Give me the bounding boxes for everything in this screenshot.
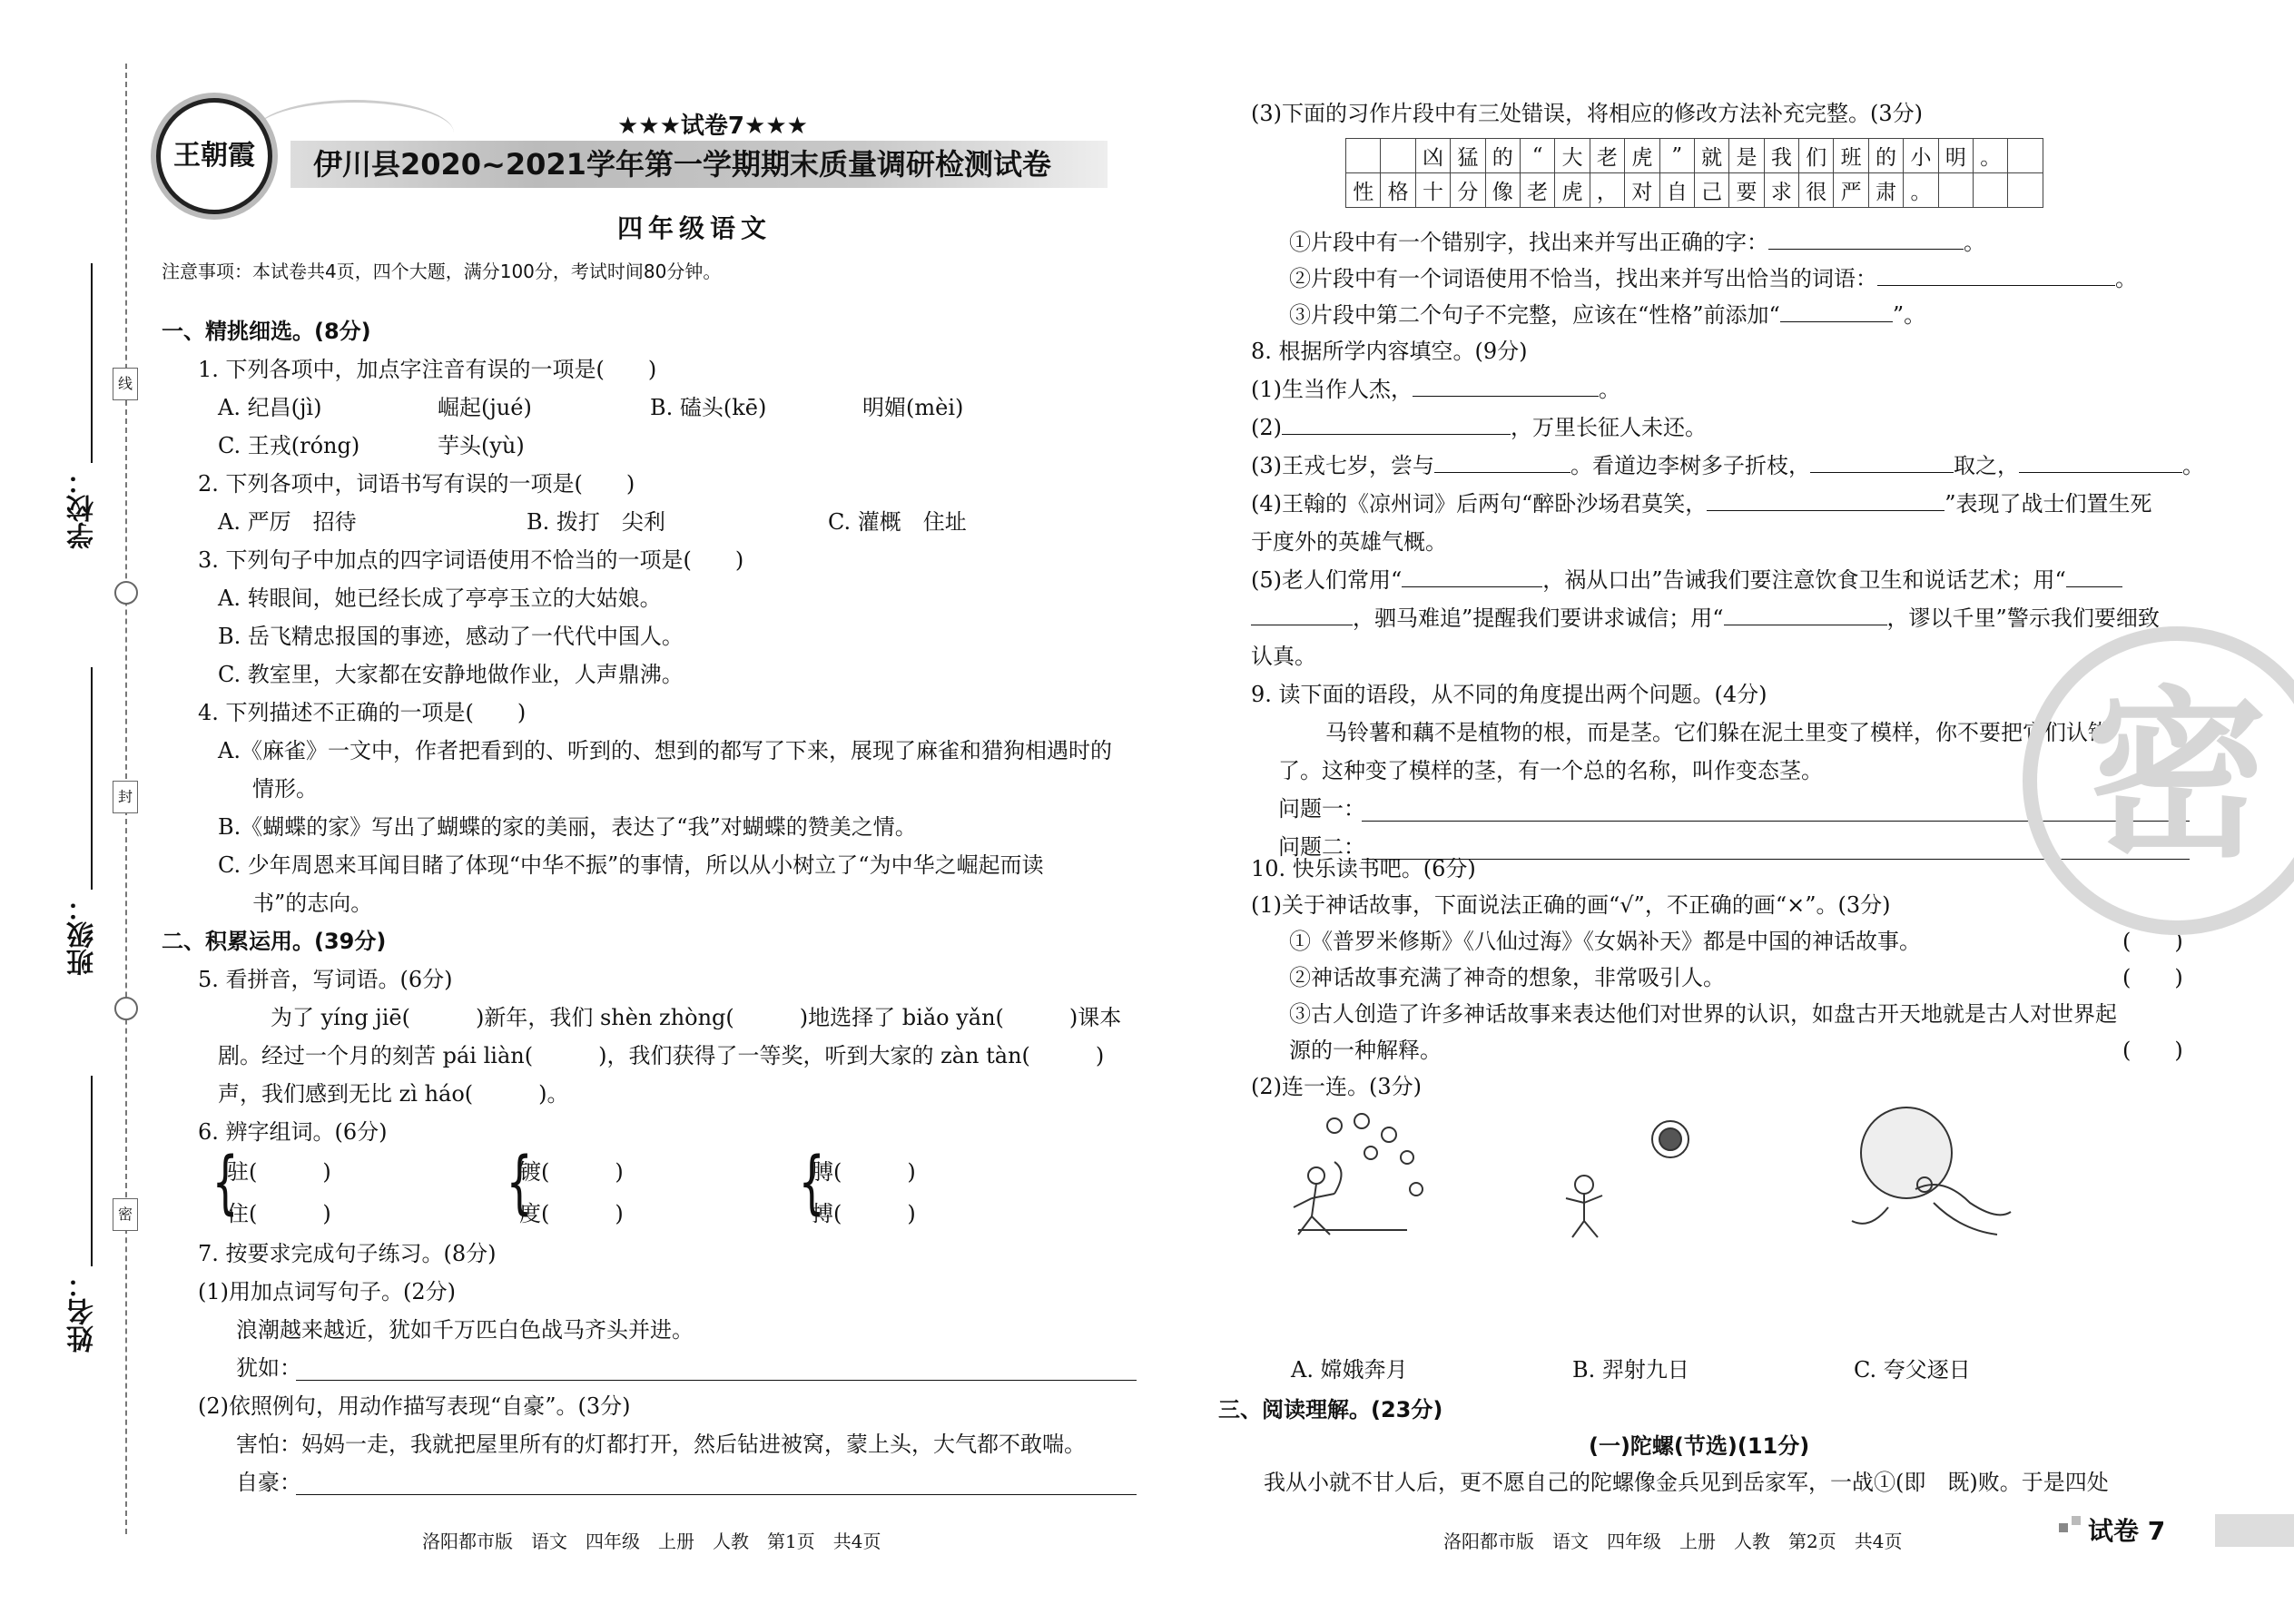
q2-option-a[interactable]: A. 严厉 招待 [218,509,357,535]
q8-2-blank[interactable] [1282,414,1511,435]
grid-cell: 班 [1834,139,1868,173]
grid-cell: 。 [1904,173,1938,208]
q2-option-b[interactable]: B. 拨打 尖利 [527,509,665,535]
grid-cell: 己 [1694,173,1728,208]
q8-3-blank-2[interactable] [1810,452,1954,473]
q8-5-cont: ，驷马难追”提醒我们要讲求诚信；用“ ，谬以千里”警示我们要细致 [1251,605,2160,632]
q8-1-blank[interactable] [1413,376,1599,397]
grid-cell: 们 [1799,139,1834,173]
q10-2-option-c[interactable]: C. 夸父逐日 [1854,1357,1971,1383]
exam-corner-label: 试卷 7 [2088,1516,2166,1546]
q3-stem: 3. 下列句子中加点的四字词语使用不恰当的一项是( ) [198,547,744,573]
q8-stem: 8. 根据所学内容填空。(9分) [1251,339,1528,364]
q2-stem: 2. 下列各项中，词语书写有误的一项是( ) [198,471,635,497]
change-flying-to-moon-illustration [1834,1103,2015,1248]
grid-cell: 明 [1938,139,1973,173]
q8-4-blank[interactable] [1707,490,1944,511]
passage-1-text: 我从小就不甘人后，更不愿自己的陀螺像金兵见到岳家军，一战①(即 既)败。于是四处 [1264,1470,2109,1495]
q10-1-c-cont: 源的一种解释。 [1289,1038,1442,1063]
q6-word[interactable]: 膊( ) [812,1159,916,1185]
grid-cell: 就 [1694,139,1728,173]
grid-cell: 对 [1625,173,1659,208]
q7-2-answer-line[interactable] [296,1494,1137,1495]
q10-1-b: ②神话故事充满了神奇的想象，非常吸引人。 [1289,965,1725,990]
exam-title: 伊川县2020~2021学年第一学期期末质量调研检测试卷 [313,147,1051,182]
grid-cell: 小 [1904,139,1938,173]
q3-option-a[interactable]: A. 转眼间，她已经长成了亭亭玉立的大姑娘。 [218,586,662,611]
passage-1-title: (一)陀螺(节选)(11分) [1589,1433,1810,1459]
q10-2-option-b[interactable]: B. 羿射九日 [1572,1357,1689,1383]
binding-mark-feng: 封 [113,781,138,813]
q10-1-stem: (1)关于神话故事，下面说法正确的画“√”，不正确的画“×”。(3分) [1251,892,1891,918]
grid-cell: 性 [1346,173,1381,208]
grid-cell [1974,173,2008,208]
grid-cell [1938,173,1973,208]
q3-option-c[interactable]: C. 教室里，大家都在安静地做作业，人声鼎沸。 [218,662,684,687]
grid-cell: 凶 [1415,139,1450,173]
grid-cell: ” [1659,139,1694,173]
grid-cell: 像 [1485,173,1520,208]
q10-1-c: ③古人创造了许多神话故事来表达他们对世界的认识，如盘古开天地就是古人对世界起 [1289,1001,2117,1027]
composition-grid [1345,138,2043,208]
q3-option-b[interactable]: B. 岳飞精忠报国的事迹，感动了一代代中国人。 [218,624,684,649]
q7-2-answer-label: 自豪： [236,1470,301,1495]
q8-5-blank-2[interactable] [2066,566,2122,587]
q7-1-answer-line[interactable] [296,1380,1137,1381]
grid-cell [2008,139,2043,173]
section-1-heading: 一、精挑细选。(8分) [162,319,371,344]
grid-cell: 的 [1485,139,1520,173]
school-field[interactable] [91,263,93,463]
q1-option-a[interactable]: A. 纪昌(jì) [218,395,322,420]
q7-1-answer-label: 犹如： [236,1355,301,1381]
q9-stem: 9. 读下面的语段，从不同的角度提出两个问题。(4分) [1251,682,1767,707]
grid-cell: 。 [1974,139,2008,173]
q7-3-b-blank[interactable] [1877,265,2115,286]
q10-1-a-paren[interactable]: ( ) [2122,929,2183,954]
q2-option-c[interactable]: C. 灌概 住址 [828,509,967,535]
grid-cell [1381,139,1415,173]
notice: 注意事项：本试卷共4页，四个大题，满分100分，考试时间80分钟。 [162,261,722,282]
q8-5: (5)老人们常用“ ，祸从口出”告诫我们要注意饮食卫生和说话艺术；用“ [1251,566,2122,594]
brace-icon: { [506,1141,533,1222]
grid-cell: 格 [1381,173,1415,208]
q10-stem: 10. 快乐读书吧。(6分) [1251,856,1476,881]
class-label: 班级： [67,894,99,976]
publisher-logo: 王朝霞 [156,98,272,214]
q6-word[interactable]: 搏( ) [812,1201,916,1226]
q1-option-b[interactable]: B. 磕头(kē) [650,395,767,420]
q5-line-1[interactable]: 为了 yíng jiē( )新年，我们 shèn zhòng( )地选择了 biǎo yǎn( )课本 [271,1005,1122,1030]
q7-1-stem: (1)用加点词写句子。(2分) [198,1279,456,1304]
q9-question-1-label: 问题一： [1278,796,1365,822]
q7-3-a-blank[interactable] [1768,229,1964,250]
q7-1-sentence: 浪潮越来越近，犹如千万匹白色战马齐头并进。 [236,1317,694,1343]
q7-3-a: ①片段中有一个错别字，找出来并写出正确的字： 。 [1289,230,1985,255]
grid-cell: 虎 [1625,139,1659,173]
q4-option-b[interactable]: B.《蝴蝶的家》写出了蝴蝶的家的美丽，表达了“我”对蝴蝶的赞美之情。 [218,814,917,840]
exam-number: ★★★试卷7★★★ [617,113,808,140]
q6-word[interactable]: 驻( ) [227,1159,331,1185]
q7-3-b: ②片段中有一个词语使用不恰当，找出来并写出恰当的词语： 。 [1289,266,2137,291]
q4-option-a-cont: 情形。 [252,776,318,802]
grid-cell: 的 [1868,139,1903,173]
archer-shooting-suns-illustration [1280,1107,1443,1244]
grid-cell: 很 [1799,173,1834,208]
class-field[interactable] [91,667,93,890]
binding-mark-xian: 线 [113,368,138,400]
q8-5-blank-3[interactable] [1724,605,1887,625]
binding-seal-icon [114,997,138,1020]
grid-cell: 虎 [1555,173,1590,208]
corner-bar [2215,1514,2294,1547]
grid-cell: 猛 [1451,139,1485,173]
grid-cell: 自 [1659,173,1694,208]
grid-cell: 老 [1520,173,1554,208]
q8-1: (1)生当作人杰， 。 [1251,377,1620,402]
q7-2-sentence: 害怕：妈妈一走，我就把屋里所有的灯都打开，然后钻进被窝，蒙上头，大气都不敢喘。 [236,1432,1086,1457]
q7-2-stem: (2)依照例句，用动作描写表现“自豪”。(3分) [198,1393,631,1419]
q8-4: (4)王翰的《凉州词》后两句“醉卧沙场君莫笑， ”表现了战士们置生死 [1251,491,2152,517]
grid-cell: 分 [1451,173,1485,208]
q8-3-blank-1[interactable] [1434,452,1570,473]
q10-1-b-paren[interactable]: ( ) [2122,965,2183,990]
section-3-heading: 三、阅读理解。(23分) [1218,1397,1443,1422]
footer-right: 洛阳都市版 语文 四年级 上册 人教 第2页 共4页 [1443,1530,1903,1552]
q8-2: (2) ，万里长征人未还。 [1251,415,1707,440]
q7-stem: 7. 按要求完成句子练习。(8分) [198,1241,497,1266]
q8-5-blank-1[interactable] [1402,566,1542,587]
q7-3-stem: (3)下面的习作片段中有三处错误，将相应的修改方法补充完整。(3分) [1251,101,1923,126]
grid-cell: 肃 [1868,173,1903,208]
grid-cell: 十 [1415,173,1450,208]
q10-2-stem: (2)连一连。(3分) [1251,1074,1422,1099]
name-label: 姓名： [67,1271,99,1353]
brace-icon: { [212,1141,239,1222]
corner-square-icon [2072,1516,2081,1525]
q4-option-c[interactable]: C. 少年周恩来耳闻目睹了体现“中华不振”的事情，所以从小树立了“为中华之崛起而读 [218,852,1044,878]
grid-cell: 大 [1555,139,1590,173]
q6-stem: 6. 辨字组词。(6分) [198,1119,388,1145]
q8-5-end: 认真。 [1251,644,1316,669]
grid-cell: “ [1520,139,1554,173]
q4-option-c-cont: 书”的志向。 [252,891,373,916]
q10-2-option-a[interactable]: A. 嫦娥奔月 [1291,1357,1408,1383]
q8-4-cont: 于度外的英雄气概。 [1251,529,1447,555]
q10-1-c-paren[interactable]: ( ) [2122,1038,2183,1063]
section-2-heading: 二、积累运用。(39分) [162,929,387,954]
grid-cell: 求 [1764,173,1798,208]
name-field[interactable] [91,1076,93,1266]
grid-cell: 要 [1729,173,1764,208]
q1-option-b2: 明媚(mèi) [862,395,964,420]
q8-3: (3)王戎七岁，尝与 。看道边李树多子折枝， 取之， 。 [1251,453,2204,478]
footer-left: 洛阳都市版 语文 四年级 上册 人教 第1页 共4页 [422,1530,881,1552]
q5-line-2[interactable]: 剧。经过一个月的刻苦 pái liàn( )，我们获得了一等奖，听到大家的 zàn tàn( ) [218,1043,1105,1068]
corner-square-icon [2059,1523,2068,1532]
q10-1-a: ①《普罗米修斯》《八仙过海》《女娲补天》都是中国的神话故事。 [1289,929,1921,954]
confidential-seal-watermark: 密 [2023,626,2294,935]
q4-stem: 4. 下列描述不正确的一项是( ) [198,700,527,725]
q6-word[interactable]: 镀( ) [519,1159,624,1185]
q7-3-c: ③片段中第二个句子不完整，应该在“性格”前添加“ ”。 [1289,302,1926,328]
grid-cell: 老 [1590,139,1624,173]
subject-title: 四年级语文 [617,213,773,243]
q5-stem: 5. 看拼音，写词语。(6分) [198,967,453,992]
q1-option-c[interactable]: C. 王戎(róng) [218,433,360,458]
school-label: 学校： [67,468,99,549]
q8-3-blank-3[interactable] [2019,452,2182,473]
q8-5-blank-2b[interactable] [1251,605,1353,625]
grid-cell: 我 [1764,139,1798,173]
grid-cell: ， [1590,173,1624,208]
q4-option-a[interactable]: A.《麻雀》一文中，作者把看到的、听到的、想到的都写了下来，展现了麻雀和猎狗相遇时的 [218,738,1112,763]
grid-cell [1346,139,1381,173]
q9-question-2-label: 问题二： [1278,834,1365,860]
brace-icon: { [798,1141,825,1222]
q7-3-c-blank[interactable] [1780,301,1893,322]
q9-passage-2: 了。这种变了模样的茎，有一个总的名称，叫作变态茎。 [1278,758,1823,783]
q6-word[interactable]: 住( ) [227,1201,331,1226]
q5-line-3[interactable]: 声，我们感到无比 zì háo( )。 [218,1081,569,1107]
q1-option-c2: 芋头(yù) [438,433,525,458]
grid-cell [2008,173,2043,208]
binding-seal-icon [114,581,138,605]
grid-cell: 是 [1729,139,1764,173]
q6-word[interactable]: 度( ) [519,1201,624,1226]
kuafu-chasing-sun-illustration [1552,1112,1707,1239]
grid-cell: 严 [1834,173,1868,208]
q9-passage-1: 马铃薯和藕不是植物的根，而是茎。它们躲在泥土里变了模样，你不要把它们认错 [1325,720,2110,745]
q1-option-a2: 崛起(jué) [438,395,532,420]
q1-stem: 1. 下列各项中，加点字注音有误的一项是( ) [198,357,657,382]
binding-mark-mi: 密 [113,1198,138,1231]
